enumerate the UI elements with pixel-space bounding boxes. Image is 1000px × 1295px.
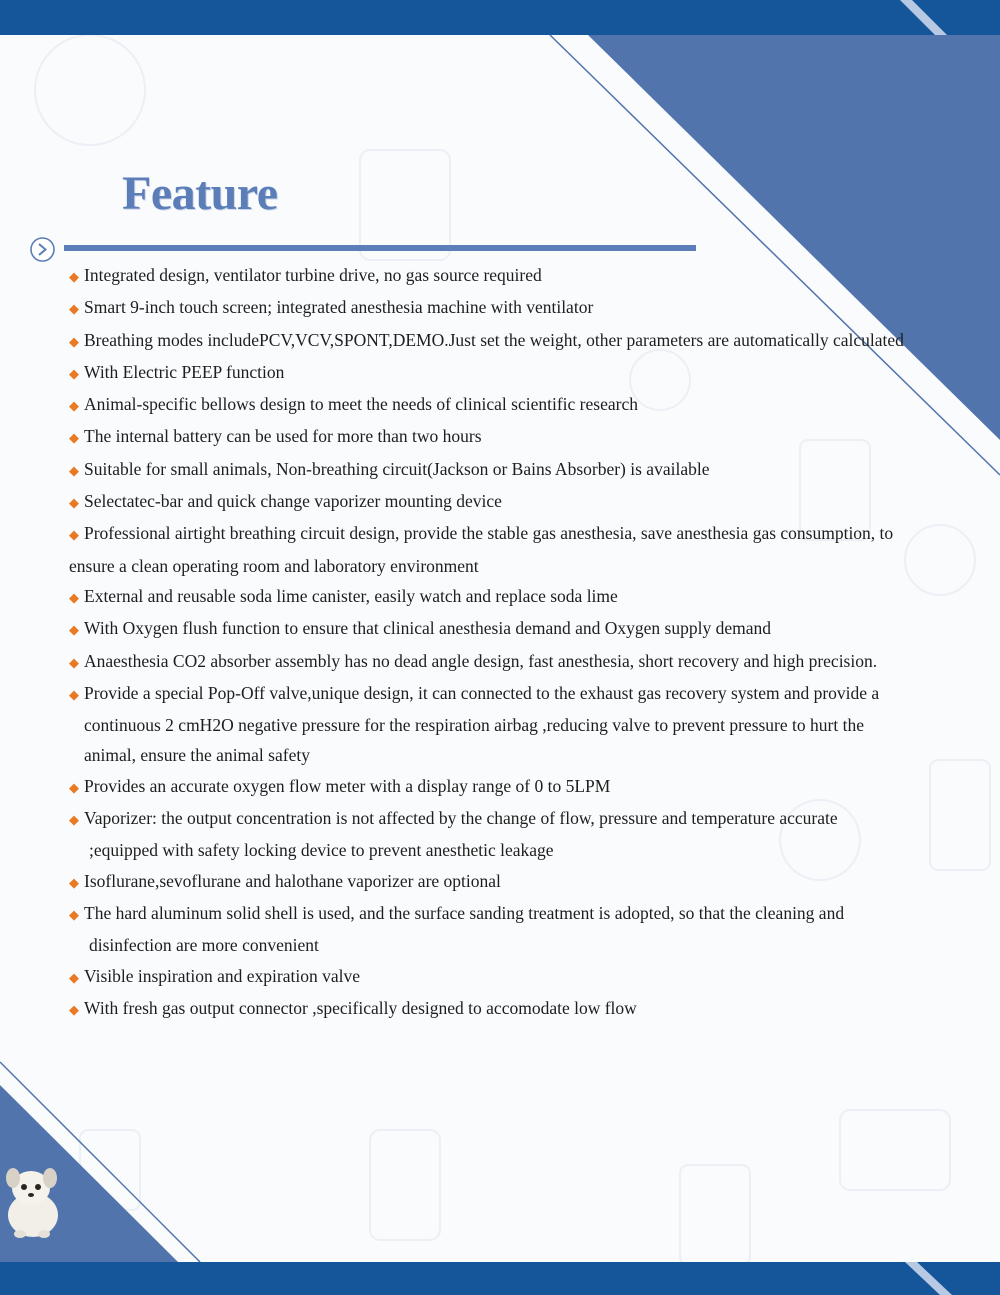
diamond-bullet-icon: ◆ xyxy=(69,398,79,414)
diamond-bullet-icon: ◆ xyxy=(69,495,79,511)
diamond-bullet-icon: ◆ xyxy=(69,589,79,605)
diamond-bullet-icon: ◆ xyxy=(69,333,79,349)
diamond-bullet-icon: ◆ xyxy=(69,874,79,890)
feature-item: ◆ Provides an accurate oxygen flow meter with a display range of 0 to 5LPM xyxy=(69,771,909,803)
feature-item: ◆ Selectatec-bar and quick change vaporizer mounting device xyxy=(69,486,909,518)
feature-item: ◆ Isoflurane,sevoflurane and halothane vaporizer are optional xyxy=(69,866,909,898)
feature-item: ◆ Integrated design, ventilator turbine drive, no gas source required xyxy=(69,260,909,292)
feature-item: ◆ With Electric PEEP function xyxy=(69,357,909,389)
feature-item: ◆ The internal battery can be used for more than two hours xyxy=(69,421,909,453)
diamond-bullet-icon: ◆ xyxy=(69,622,79,638)
diamond-bullet-icon: ◆ xyxy=(69,301,79,317)
dog-photo-illustration xyxy=(0,1160,66,1240)
feature-item: ◆ Visible inspiration and expiration valve xyxy=(69,961,909,993)
diamond-bullet-icon: ◆ xyxy=(69,527,79,543)
feature-item: ◆ External and reusable soda lime canister, easily watch and replace soda lime xyxy=(69,581,909,613)
page-title: Feature xyxy=(122,167,278,220)
feature-item: ◆ Breathing modes includePCV,VCV,SPONT,DEMO.Just set the weight, other parameters are automatically calculated xyxy=(69,325,909,357)
diamond-bullet-icon: ◆ xyxy=(69,812,79,828)
feature-item: ◆ Provide a special Pop-Off valve,unique design, it can connected to the exhaust gas recovery system and provide a continuous 2 cmH2O negative pressure for the respiration airbag ,reducing valve to prevent pressure to hurt the animal, ensure the animal safety xyxy=(69,678,909,771)
feature-item: ◆ Professional airtight breathing circuit design, provide the stable gas anesthesia, save anesthesia gas consumption, to ensure a clean operating room and laboratory environment xyxy=(69,518,909,581)
diamond-bullet-icon: ◆ xyxy=(69,686,79,702)
diamond-bullet-icon: ◆ xyxy=(69,269,79,284)
feature-item: ◆ With Oxygen flush function to ensure that clinical anesthesia demand and Oxygen supply demand xyxy=(69,613,909,645)
feature-item: ◆ Smart 9-inch touch screen; integrated anesthesia machine with ventilator xyxy=(69,292,909,324)
feature-item: ◆ Vaporizer: the output concentration is not affected by the change of flow, pressure and temperature accurate ;equipped with safety locking device to prevent anesthetic leakage xyxy=(69,803,909,866)
feature-item: ◆ With fresh gas output connector ,specifically designed to accomodate low flow xyxy=(69,993,909,1025)
diamond-bullet-icon: ◆ xyxy=(69,430,79,446)
feature-item: ◆ Suitable for small animals, Non-breathing circuit(Jackson or Bains Absorber) is available xyxy=(69,454,909,486)
feature-item: ◆ Animal-specific bellows design to meet the needs of clinical scientific research xyxy=(69,389,909,421)
top-banner xyxy=(0,0,1000,35)
diamond-bullet-icon: ◆ xyxy=(69,365,79,381)
diamond-bullet-icon: ◆ xyxy=(69,969,79,985)
diamond-bullet-icon: ◆ xyxy=(69,906,79,922)
feature-list xyxy=(69,260,909,1025)
feature-item: ◆ Anaesthesia CO2 absorber assembly has no dead angle design, fast anesthesia, short recovery and high precision. xyxy=(69,646,909,678)
diamond-bullet-icon: ◆ xyxy=(69,462,79,478)
bottom-banner xyxy=(0,1262,1000,1295)
diamond-bullet-icon: ◆ xyxy=(69,1001,79,1017)
diamond-bullet-icon: ◆ xyxy=(69,654,79,670)
diamond-bullet-icon: ◆ xyxy=(69,779,79,795)
feature-item: ◆ The hard aluminum solid shell is used, and the surface sanding treatment is adopted, so that the cleaning and disinfection are more convenient xyxy=(69,898,909,961)
chevron-right-circle-icon xyxy=(29,236,56,263)
title-underline xyxy=(64,245,696,251)
